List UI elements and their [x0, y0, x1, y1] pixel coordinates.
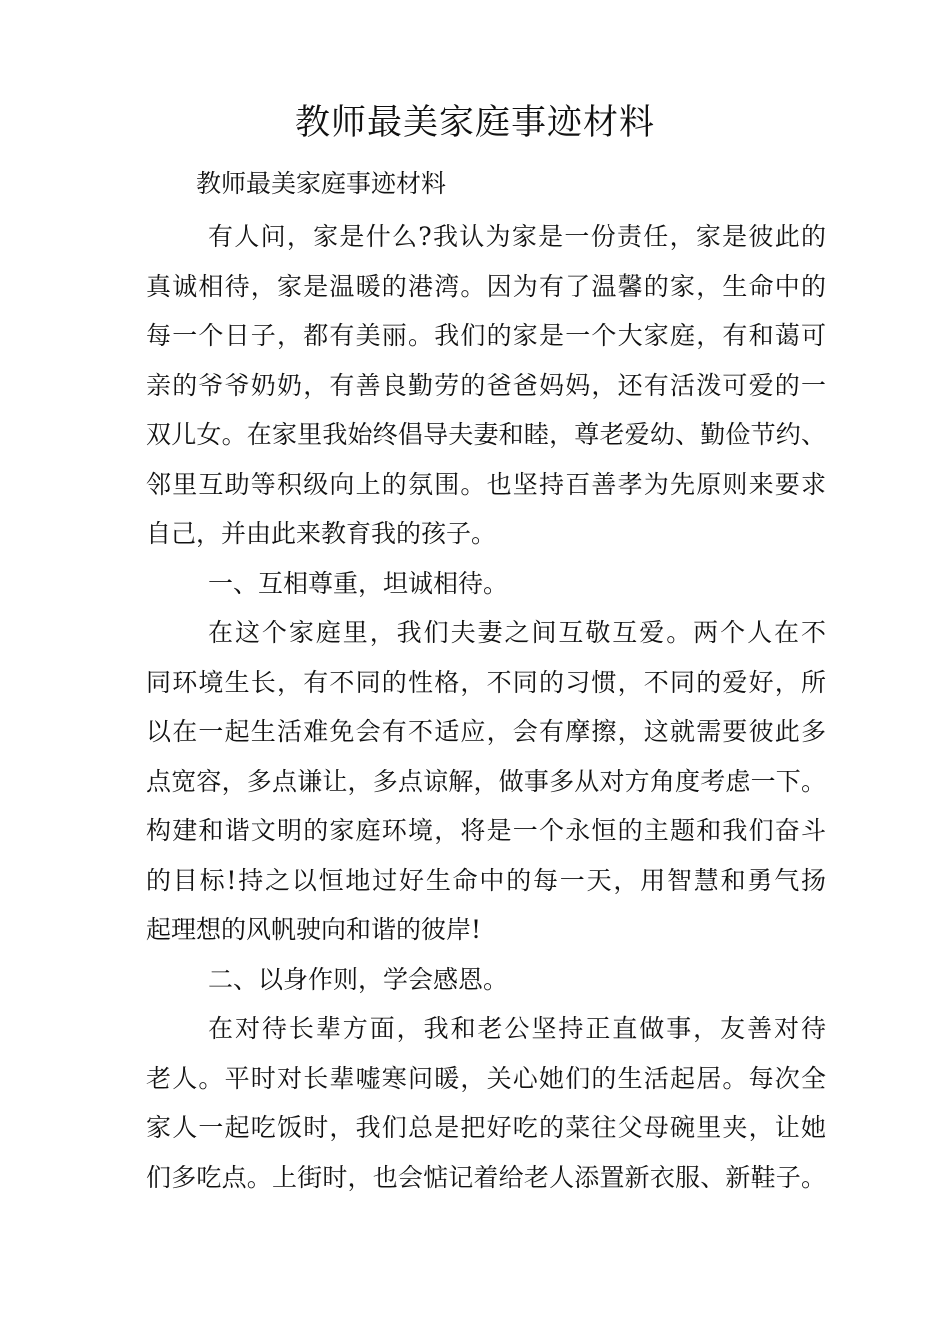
text-line: 们多吃点。上街时，也会惦记着给老人添置新衣服、新鞋子。 — [146, 1162, 826, 1192]
text-line: 构建和谐文明的家庭环境，将是一个永恒的主题和我们奋斗 — [146, 816, 826, 845]
text-line: 点宽容，多点谦让，多点谅解，做事多从对方角度考虑一下。 — [146, 766, 826, 796]
text-line: 有人问，家是什么?我认为家是一份责任，家是彼此的 — [208, 222, 826, 251]
text-line: 真诚相待，家是温暖的港湾。因为有了温馨的家，生命中的 — [146, 271, 826, 301]
text-line: 自己，并由此来教育我的孩子。 — [146, 519, 497, 548]
text-line: 一、互相尊重，坦诚相待。 — [208, 568, 509, 598]
text-line: 邻里互助等积级向上的氛围。也坚持百善孝为先原则来要求 — [146, 469, 826, 499]
text-line: 家人一起吃饭时，我们总是把好吃的菜往父母碗里夹，让她 — [146, 1113, 826, 1142]
text-line: 在对待长辈方面，我和老公坚持正直做事，友善对待 — [208, 1014, 826, 1043]
text-line: 每一个日子，都有美丽。我们的家是一个大家庭，有和蔼可 — [146, 321, 826, 350]
document-title: 教师最美家庭事迹材料 — [294, 103, 655, 143]
document-subtitle: 教师最美家庭事迹材料 — [196, 169, 447, 198]
text-line: 老人。平时对长辈嘘寒问暖，关心她们的生活起居。每次全 — [146, 1063, 826, 1093]
document-body — [146, 212, 826, 1202]
text-line: 二、以身作则，学会感恩。 — [208, 964, 509, 994]
text-line: 的目标!持之以恒地过好生命中的每一天，用智慧和勇气扬 — [146, 865, 826, 895]
text-line: 起理想的风帆驶向和谐的彼岸! — [146, 915, 482, 944]
text-line: 同环境生长，有不同的性格，不同的习惯，不同的爱好，所 — [146, 667, 826, 697]
text-line: 双儿女。在家里我始终倡导夫妻和睦，尊老爱幼、勤俭节约、 — [146, 420, 826, 449]
text-line: 以在一起生活难免会有不适应，会有摩擦，这就需要彼此多 — [146, 717, 826, 746]
text-line: 亲的爷爷奶奶，有善良勤劳的爸爸妈妈，还有活泼可爱的一 — [146, 370, 826, 400]
text-line: 在这个家庭里，我们夫妻之间互敬互爱。两个人在不 — [208, 618, 826, 647]
